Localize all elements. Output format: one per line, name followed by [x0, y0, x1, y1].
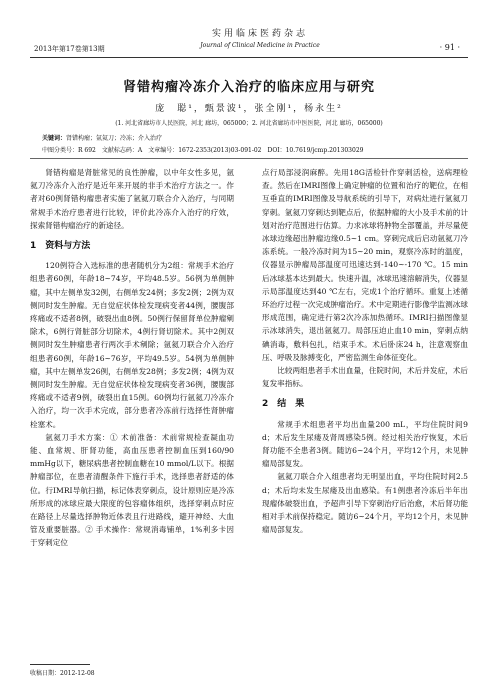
results-paragraph-1: 常规手术组患者平均出血量200 mL，平均住院时间9 d；术后发生尿瘘及肾周感染5例。经过相关治疗恢复，术后肾功能不全患者3例。随访6~24个月，平均12个月，未见肿瘤局部复发。 [262, 419, 468, 469]
section-heading-results: 2 结 果 [262, 399, 305, 410]
comparison-paragraph: 比较两组患者手术出血量，住院时间，术后并发症，术后复发率指标。 [262, 366, 468, 389]
footnote-divider [30, 664, 90, 665]
intro-paragraph: 肾错构瘤是肾脏常见的良性肿瘤，以中年女性多见，氩氦刀冷冻介入治疗是近年来开展的非手术治疗方法之一。作者对60例肾错构瘤患者实施了氩氦刀联合介入治疗，与同期常规手术治疗患者进行比较，评价此冷冻介入治疗的疗效，探索肾错构瘤治疗的新途径。 [30, 168, 234, 230]
results-paragraph-2: 氩氦刀联合介入组患者均无明显出血，平均住院时间2.5 d；术后均未发生尿瘘及出血感染。有1例患者冷冻后半年出现瘤体破裂出血，予超声引导下穿刺治疗后治愈，术后肾功能相对手术前保持稳定。随访6~24个月，平均12个月，未见肿瘤局部复发。 [262, 472, 468, 535]
journal-name-en: Journal of Clinical Medicine in Practice [200, 42, 320, 49]
methods-paragraph-1: 120例符合入选标准的患者随机分为2组：常规手术治疗组患者60例，年龄18~74岁，平均48.5岁。56例为单侧肿瘤，其中左侧单发32例，右侧单发24例；多发2例；2例为双侧同时发生肿瘤。无自觉症状体检发现病变者44例，腰腹部疼痛或不适者8例，破裂出血8例。50例行保留肾单位肿瘤剜除术，6例行肾脏部分切除术，4例行肾切除术。其中2例双侧同时发生肿瘤患者行两次手术剜除；氩氦刀联合介入治疗组患者60例，年龄16~76岁，平均49.5岁。54例为单侧肿瘤，其中左侧单发26例，右侧单发28例；多发2例；4例为双侧同时发生肿瘤。无自觉症状体检发现病变者36例，腰腹部疼痛或不适者9例，破裂出血15例。60例均行氩氦刀冷冻介入治疗，均一次手术完成，部分患者冷冻前行选择性肾肿瘤栓塞术。 [30, 261, 234, 429]
left-column [30, 166, 234, 550]
section-heading-methods: 1 资料与方法 [30, 241, 91, 252]
keywords-line [42, 133, 162, 142]
meta-divider [30, 158, 468, 159]
issue-info: 2013年第17卷第13期 [34, 45, 105, 53]
procedure-paragraph: 点行局部浸润麻醉。先用18G活检针作穿刺活检，送病理检查。然后在IMRI图像上确定肿瘤的位置和治疗的靶位，在相互垂直的IMRI图像及导航系统的引导下，对病灶进行氩氦刀穿刺。氩氦刀穿刺达到靶点后，依据肿瘤的大小及手术前的计划对治疗范围进行估算。力求冰球将肿物全部覆盖，并尽量使冰球边缘超出肿瘤边缘0.5~1 cm。穿刺完成后启动氩氦刀冷冻系统。一般冷冻时间为15~20 min，观察冷冻时的温度，仪器显示肿瘤局部温度可迅速达到-140~-170 ℃。15 min后冰球基本达到最大。快速升温，冰球迅速溶解消失，仪器显示局部温度达到40 ℃左右，完成1个治疗循环。重复上述循环治疗过程一次完成肿瘤治疗。术中定期进行影像学监测冰球形成范围，确定进行第2次冷冻加热循环。IMRI扫描图像显示冰球消失，退出氩氦刀。局部压迫止血10 min，穿刺点纳碘消毒，敷料包扎，结束手术。术后卧床24 h，注意观察血压、呼吸及脉搏变化，严密监测生命体征变化。 [262, 168, 468, 362]
methods-paragraph-2: 氩氦刀手术方案：① 术前准备：术前常规检查凝血功能、血常规、肝肾功能，高血压患者控制血压到160/90 mmHg以下，糖尿病患者控制血糖在10 mmol/L以下。根据肿瘤部位，在患者清醒条件下施行手术，选择患者舒适的体位。行IMRI导航扫描，标记体表穿刺点，设计原则应是冷冻所形成的冰球应最大限度的包容瘤体组织，选择穿刺点时应在路径上尽量选择肿物近体表且行进路线，避开神经、大血管及重要脏器。② 手术操作：常规消毒铺单，1%利多卡因于穿刺定位 [30, 432, 234, 548]
page-number: · 91 · [439, 43, 460, 52]
article-authors: 庞 聪¹，甄景波¹，张全刚¹，杨永生² [155, 104, 343, 114]
article-title: 肾错构瘤冷冻介入治疗的临床应用与研究 [122, 80, 375, 95]
journal-masthead [180, 26, 340, 49]
classification-line: 中图分类号：R 692 文献标志码：A 文章编号：1672-2353(2013)03-091-02 DOI：10.7619/jcmp.201303029 [42, 147, 364, 154]
right-column [262, 166, 468, 536]
received-date: 收稿日期：2012-12-08 [30, 670, 95, 677]
author-affiliation: (1. 河北省廊坊市人民医院，河北 廊坊，065000；2. 河北省廊坊市中医医院，河北 廊坊，065000) [115, 120, 383, 127]
keywords-text: 肾错构瘤；氩氦刀；冷冻；介入治疗 [66, 135, 163, 142]
header-divider [30, 57, 468, 58]
keywords-label: 关键词： [42, 135, 67, 142]
journal-name-cn: 实用临床医药杂志 [211, 29, 308, 39]
